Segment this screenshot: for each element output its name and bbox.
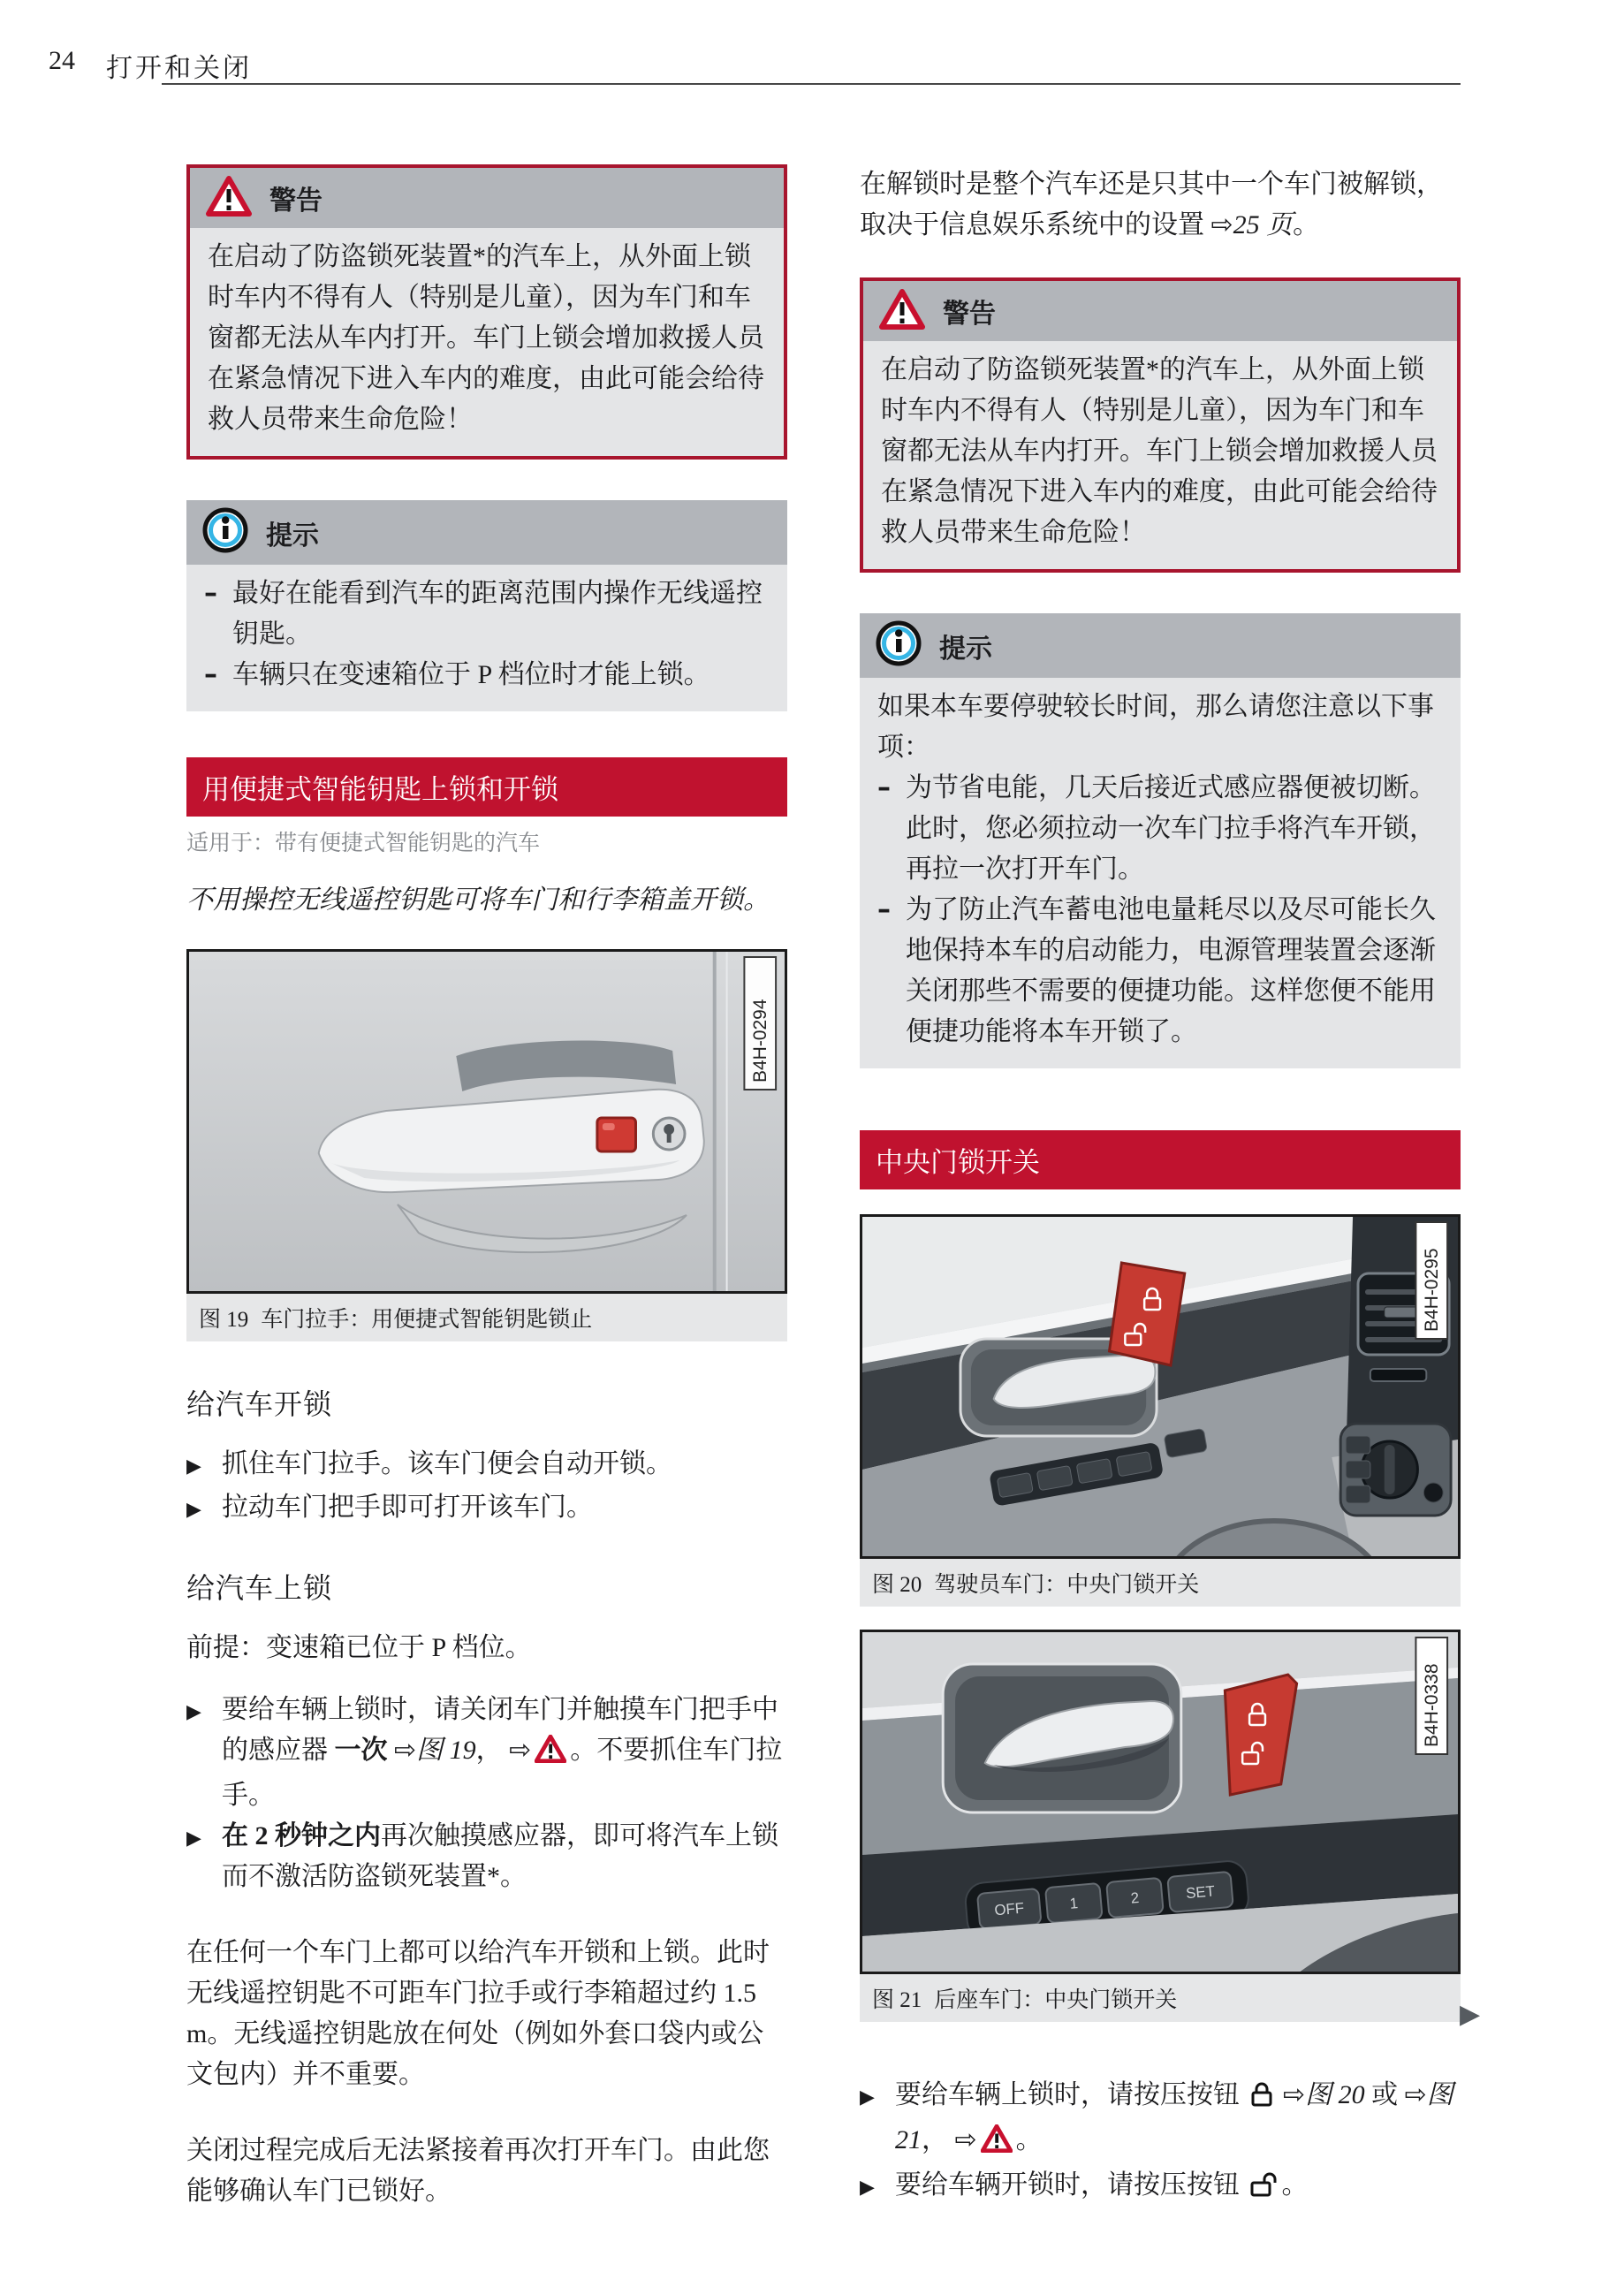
info-icon (876, 620, 922, 671)
figure-21 (860, 1630, 1461, 2022)
figure-code: B4H-0338 (1422, 1663, 1443, 1747)
triangle-bullet: ▶ (860, 2177, 875, 2199)
note-body (186, 565, 787, 711)
note-title: 提示 (939, 634, 992, 664)
note-intro: 如果本车要停驶较长时间，那么请您注意以下事项： (877, 692, 1434, 762)
dash-bullet: – (204, 659, 217, 690)
step-item (186, 1816, 787, 1897)
step-item (186, 1690, 787, 1816)
paragraph: 在任何一个车门上都可以给汽车开锁和上锁。此时无线遥控钥匙不可距车门拉手或行李箱超过约 1.5 m。无线遥控钥匙放在何处（例如外套口袋内或公文包内）并不重要。 (186, 1938, 770, 2089)
warning-body: 在启动了防盗锁死装置*的汽车上，从外面上锁时车内不得有人（特别是儿童），因为车门和车窗都无法从车内打开。车门上锁会增加救援人员在紧急情况下进入车内的难度，由此可能会给待救人员带来生命危险！ (208, 242, 764, 434)
figure-caption-text: 驾驶员车门：中央门锁开关 (934, 1573, 1200, 1597)
heading-unlock: 给汽车开锁 (186, 1388, 333, 1420)
dash-bullet: – (204, 578, 217, 609)
unlock-steps (186, 1444, 787, 1531)
lock-steps (186, 1690, 787, 1897)
figure-code: B4H-0295 (1422, 1248, 1443, 1332)
list-item (877, 768, 1443, 890)
memory-button-label: 2 (1129, 1888, 1140, 1907)
figure-19 (186, 949, 787, 1341)
figure-label: 图 20 (872, 1573, 922, 1597)
step-text: 在 2 秒钟之内再次触摸感应器，即可将汽车上锁而不激活防盗锁死装置*。 (222, 1821, 778, 1891)
handle-sensor (597, 1118, 636, 1151)
list-item (877, 890, 1443, 1052)
driver-door-illustration (860, 1214, 1461, 1559)
warning-box-right (860, 277, 1461, 573)
figure-caption (860, 1559, 1461, 1607)
applies-to-line: 适用于：带有便捷式智能钥匙的汽车 (186, 832, 541, 855)
step-item (860, 2165, 1461, 2210)
memory-button-label: OFF (993, 1899, 1025, 1919)
warning-triangle-icon (981, 2130, 1013, 2159)
figure-caption (860, 1974, 1461, 2022)
central-locking-steps (860, 2075, 1461, 2210)
triangle-bullet: ▶ (186, 1499, 201, 1521)
right-column (860, 164, 1461, 2245)
step-text: 拉动车门把手即可打开该车门。 (222, 1493, 593, 1522)
note-box-right (860, 613, 1461, 1068)
triangle-bullet: ▶ (186, 1455, 201, 1478)
step-item (860, 2075, 1461, 2165)
note-title: 提示 (266, 521, 319, 551)
warning-triangle-icon (535, 1740, 566, 1769)
step-text: 要给车辆上锁时，请按压按钮 ⇨图 20 或 ⇨图 21， ⇨ 。 (895, 2075, 1461, 2165)
page-number: 24 (49, 46, 75, 75)
warning-box-header (190, 168, 784, 228)
figure-caption-text: 后座车门：中央门锁开关 (934, 1988, 1178, 2012)
header-rule (162, 83, 1461, 85)
step-text: 抓住车门拉手。该车门便会自动开锁。 (222, 1449, 672, 1478)
figure-caption-text: 车门拉手：用便捷式智能钥匙锁止 (261, 1308, 593, 1332)
warning-title: 警告 (269, 186, 323, 216)
step-item (186, 1487, 787, 1531)
triangle-bullet: ▶ (860, 2086, 875, 2109)
dash-bullet: – (877, 894, 891, 925)
chapter-title: 打开和关闭 (106, 54, 252, 83)
list-item (204, 574, 770, 655)
figure-code: B4H-0294 (750, 999, 771, 1083)
step-text: 要给车辆开锁时，请按压按钮 。 (895, 2165, 1309, 2210)
note-item-text: 最好在能看到汽车的距离范围内操作无线遥控钥匙。 (232, 579, 763, 649)
heading-lock: 给汽车上锁 (186, 1572, 333, 1604)
warning-body: 在启动了防盗锁死装置*的汽车上，从外面上锁时车内不得有人（特别是儿童），因为车门和车窗都无法从车内打开。车门上锁会增加救援人员在紧急情况下进入车内的难度，由此可能会给待救人员带来生命危险！ (881, 355, 1438, 547)
paragraph: 关闭过程完成后无法紧接着再次打开车门。由此您能够确认车门已锁好。 (186, 2136, 770, 2206)
note-item-text: 为节省电能，几天后接近式感应器便被切断。此时，您必须拉动一次车门拉手将汽车开锁，再拉一次打开车门。 (906, 773, 1436, 884)
dash-bullet: – (877, 772, 891, 803)
step-text: 要给车辆上锁时，请关闭车门并触摸车门把手中的感应器 一次 ⇨图 19， ⇨ 。不要抓住车门拉手。 (222, 1695, 783, 1810)
central-locking-switch (1110, 1263, 1185, 1365)
list-item (204, 655, 770, 695)
warning-box-header (863, 281, 1457, 341)
page-continues-arrow: ▶ (1460, 1999, 1481, 2030)
memory-button-label: SET (1185, 1882, 1216, 1903)
warning-triangle-icon (879, 289, 925, 334)
section-intro: 不用操控无线遥控钥匙可将车门和行李箱盖开锁。 (186, 885, 770, 915)
note-body (860, 678, 1461, 1068)
left-column (186, 164, 787, 2247)
info-icon (202, 507, 248, 558)
lock-closed-icon (1250, 2085, 1273, 2114)
note-item-text: 车辆只在变速箱位于 P 档位时才能上锁。 (232, 660, 710, 689)
triangle-bullet: ▶ (186, 1701, 201, 1723)
door-handle-illustration (186, 949, 787, 1294)
note-box-header (186, 500, 787, 565)
lock-open-icon (1250, 2175, 1279, 2204)
memory-button-label: 1 (1068, 1895, 1079, 1912)
warning-title: 警告 (943, 300, 996, 329)
figure-caption (186, 1294, 787, 1341)
rear-door-illustration (860, 1630, 1461, 1974)
note-item-text: 为了防止汽车蓄电池电量耗尽以及尽可能长久地保持本车的启动能力，电源管理装置会逐渐关闭那些不需要的便捷功能。这样您便不能用便捷功能将本车开锁了。 (906, 895, 1436, 1046)
figure-label: 图 21 (872, 1988, 922, 2012)
intro-paragraph: 在解锁时是整个汽车还是只其中一个车门被解锁，取决于信息娱乐系统中的设置 ⇨25 页。 (860, 170, 1443, 240)
triangle-bullet: ▶ (186, 1827, 201, 1850)
figure-20 (860, 1214, 1461, 1607)
section-header-central-locking: 中央门锁开关 (860, 1130, 1461, 1189)
section-header-keyless: 用便捷式智能钥匙上锁和开锁 (186, 757, 787, 817)
precondition: 前提：变速箱已位于 P 档位。 (186, 1633, 532, 1662)
note-box-left (186, 500, 787, 711)
warning-box-left (186, 164, 787, 460)
note-box-header (860, 613, 1461, 678)
step-item (186, 1444, 787, 1487)
figure-label: 图 19 (199, 1308, 249, 1332)
warning-triangle-icon (206, 176, 252, 221)
